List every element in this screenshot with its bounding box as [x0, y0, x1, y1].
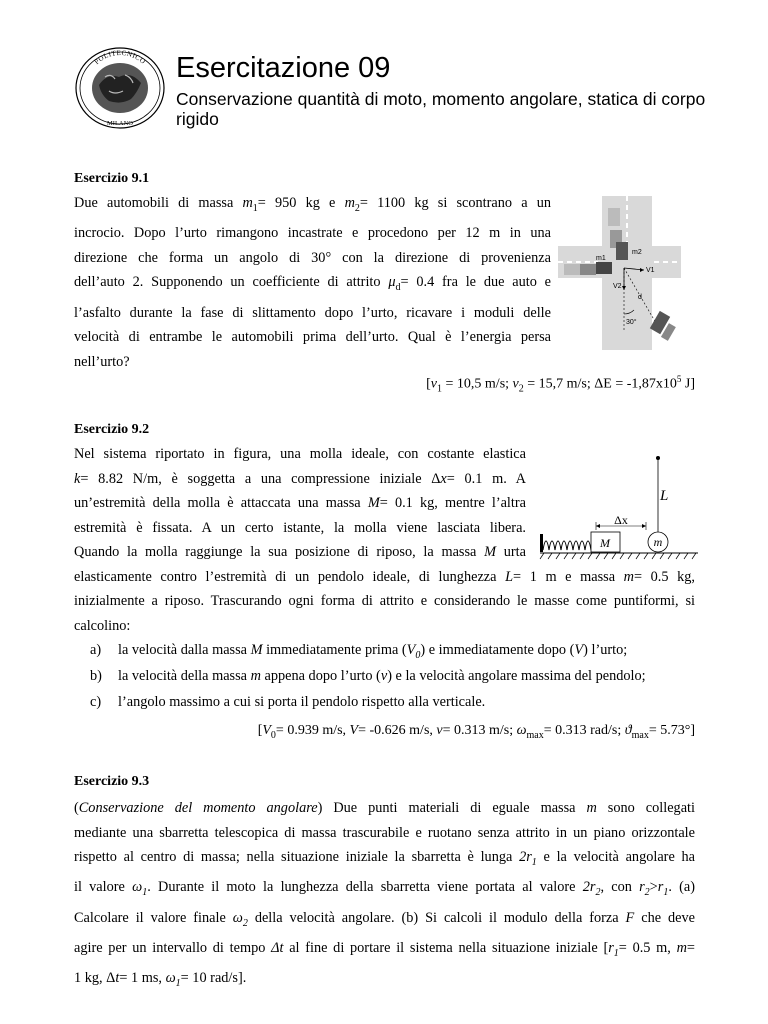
svg-text:L: L	[660, 488, 669, 504]
svg-text:d: d	[638, 294, 642, 301]
page-subtitle: Conservazione quantità di moto, momento angolare, statica di corpo rigido	[176, 89, 706, 129]
list-item: l’angolo massimo a cui si porta il pendolo rispetto alla verticale.	[118, 694, 486, 710]
list-item-label: a)	[90, 642, 102, 658]
list-item-label: b)	[90, 668, 102, 684]
list-item: la velocità dalla massa M immediatamente prima $(V_0)$ e immediatamente dopo (V) l’urto;	[118, 642, 628, 661]
university-seal	[75, 47, 165, 129]
exercise-answer: [$v_1 = 10,5$ m/s; $v_2 = 15,7$ m/s; $\Delta E = -1,87x10^5$ J]	[426, 374, 695, 395]
exercise-answer: [$V_0= 0.939$ m/s, V= -0.626 m/s, v= 0.313 m/s; $\omega_{max}= 0.313$ rad/s; $ϑ_{max}= 5.73^\circ$]	[257, 723, 695, 741]
list-item: la velocità della massa m appena dopo l’urto (v) e la velocità angolare massima del pendolo;	[118, 668, 646, 684]
svg-text:Δx: Δx	[614, 513, 628, 527]
exercise-heading: Esercizio 9.1	[74, 171, 150, 186]
exercise-text: (Conservazione del momento angolare) Due punti materiali di eguale massa m sono collegati mediante una sbarretta telescopica di massa trascurabile e ruotano senza attrito in un piano orizzontale rispetto al centro di massa; nella situazione iniziale la sbarretta è lunga $2r_1$ e la velocità angolare ha il valore $\omega_1$. Durante il moto la lunghezza della sbarretta viene portata al valore $2r_2$, con $r_2>r_1$. (a) Calcolare il valore finale $\omega_2$ della velocità angolare. (b) Si calcoli il modulo della forza F che deve agire per un intervallo di tempo Δt al fine di portare il sistema nella situazione iniziale [$r_1= 0.5$ m, m= 1 kg, Δt= 1 ms, $\omega_1= 10$ rad/s].	[74, 800, 696, 990]
list-item-label: c)	[90, 694, 102, 710]
page-title: Esercitazione 09	[176, 52, 391, 84]
svg-text:m2: m2	[632, 249, 642, 256]
svg-text:MILANO: MILANO	[107, 120, 133, 127]
exercise-heading: Esercizio 9.2	[74, 422, 150, 437]
exercise-heading: Esercizio 9.3	[74, 774, 150, 789]
svg-text:V1: V1	[646, 267, 655, 274]
svg-text:POLITECNICO: POLITECNICO	[92, 48, 148, 67]
svg-text:M: M	[600, 536, 610, 550]
intersection-figure	[558, 196, 681, 350]
svg-text:30°: 30°	[626, 319, 637, 326]
exercise-text: Nel sistema riportato in figura, una molla ideale, con costante elastica k= 8.82 N/m, è soggetta a una compressione iniziale Δx= 0.1 m. A un’estremità della molla è attaccata una massa M= 0.1 kg, mentre l’altra estremità è fissata. A un certo istante, la molla viene lasciata libera. Quando la molla raggiunge la sua posizione di riposo, la massa M urta	[74, 446, 526, 560]
exercise-text: Due automobili di massa $m_1= 950$ kg e $m_2= 1100$ kg si scontrano a un incrocio. Dopo l’urto rimangono incastrate e procedono per 12 m in una direzione che forma un angolo di 30° con la direzione di provenienza dell’auto 2. Supponendo un coefficiente di attrito $\mu_d= 0.4$ fra le due auto e l’asfalto durante la fase di slittamento dopo l’urto, ricavare i moduli delle velocità di entrambe le automobili prima dell’urto. Qual è l’energia persa nell’urto?	[74, 195, 552, 370]
svg-text:m: m	[653, 535, 663, 549]
svg-text:V2: V2	[613, 283, 622, 290]
spring-pendulum-figure	[536, 450, 700, 562]
svg-text:m1: m1	[596, 255, 606, 262]
exercise-text-wide: elasticamente contro l’estremità di un pendolo ideale, di lunghezza L= 1 m e massa m= 0.5 kg, inizialmente a riposo. Trascurando ogni forma di attrito e considerando le masse come puntiformi, si calcolino:	[74, 568, 695, 634]
